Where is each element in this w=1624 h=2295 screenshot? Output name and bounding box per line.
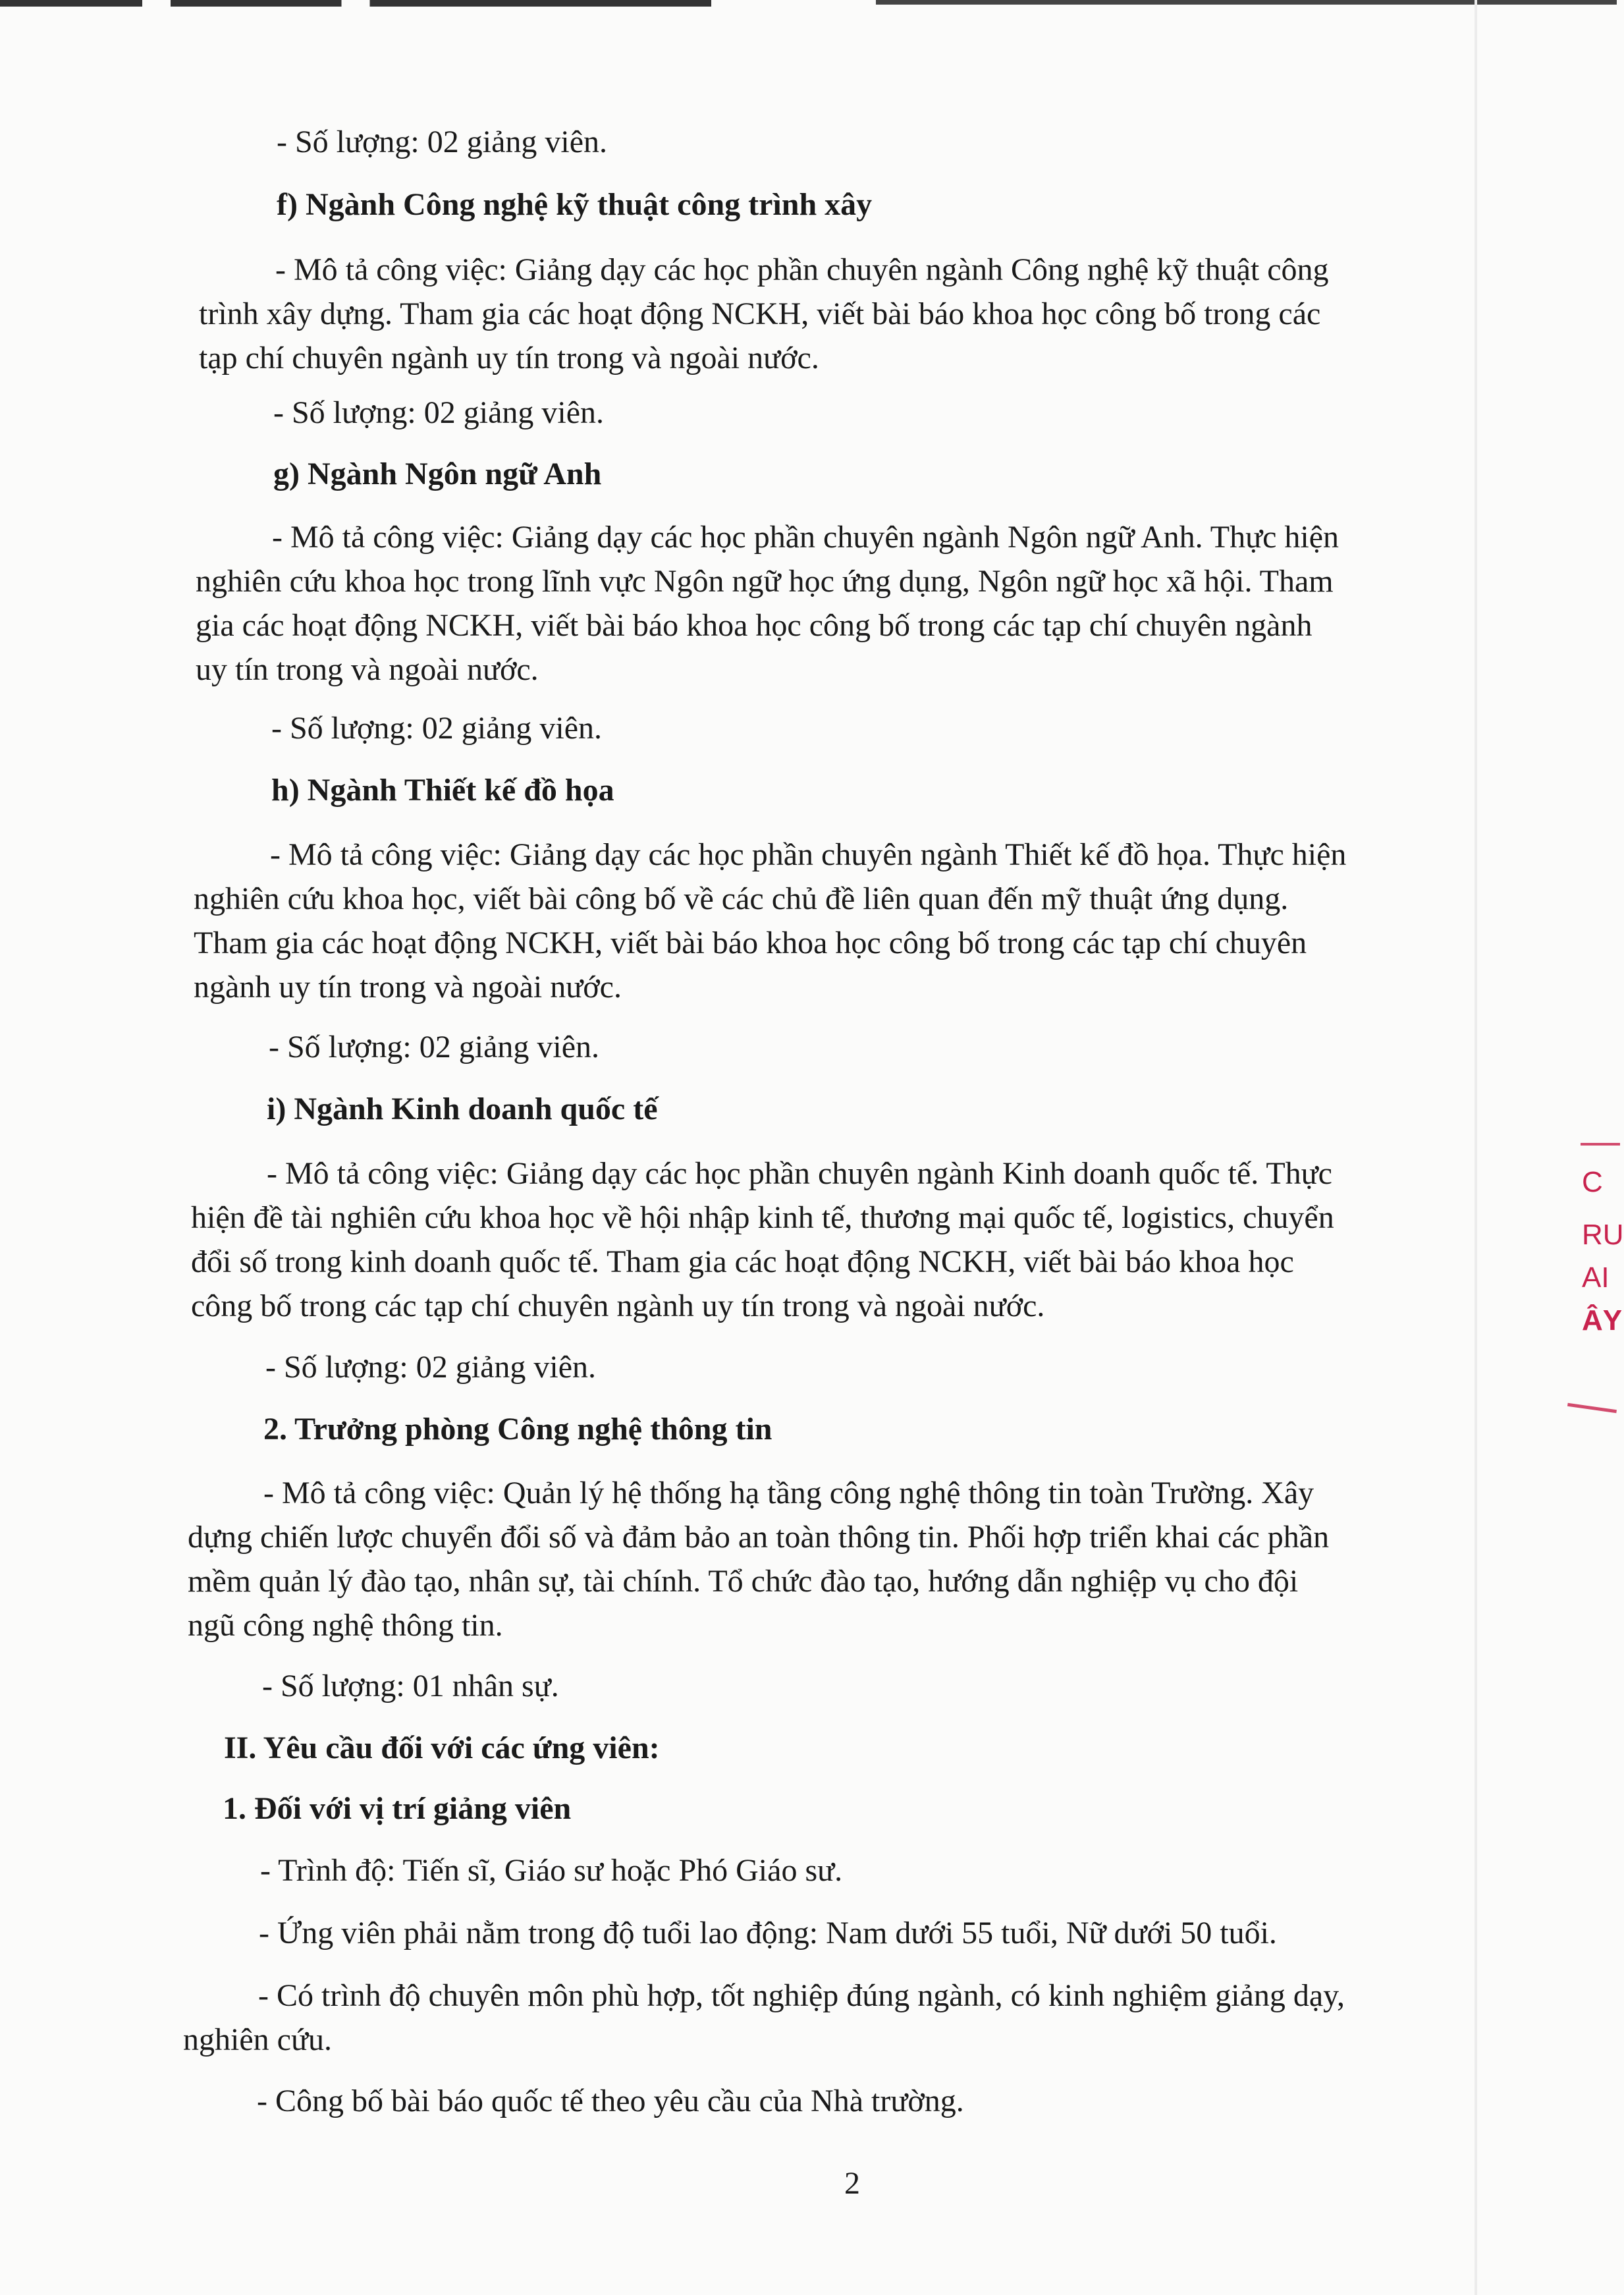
text-line: - Số lượng: 02 giảng viên. [269, 1030, 600, 1065]
text-line: - Có trình độ chuyên môn phù hợp, tốt nghiệp đúng ngành, có kinh nghiệm giảng dạy, [258, 1978, 1345, 2013]
text-line: - Trình độ: Tiến sĩ, Giáo sư hoặc Phó Giáo sư. [260, 1853, 843, 1888]
section-heading: i) Ngành Kinh doanh quốc tế [267, 1092, 658, 1126]
scan-edge-shadow [1475, 0, 1477, 2295]
page-number: 2 [844, 2166, 860, 2201]
text-line: - Số lượng: 01 nhân sự. [262, 1669, 559, 1703]
text-line: nghiên cứu. [183, 2022, 332, 2057]
red-stamp-fragment [1567, 1143, 1624, 1426]
section-heading: 2. Trưởng phòng Công nghệ thông tin [263, 1412, 772, 1447]
text-line: - Số lượng: 02 giảng viên. [265, 1350, 597, 1385]
text-line: - Mô tả công việc: Giảng dạy các học phần chuyên ngành Ngôn ngữ Anh. Thực hiện [272, 520, 1340, 555]
text-line: hiện đề tài nghiên cứu khoa học về hội nhập kinh tế, thương mại quốc tế, logistics, chuyển [191, 1200, 1334, 1235]
text-line: tạp chí chuyên ngành uy tín trong và ngoài nước. [199, 341, 819, 375]
stamp-edge-bottom [1567, 1403, 1617, 1413]
text-line: nghiên cứu khoa học, viết bài công bố về các chủ đề liên quan đến mỹ thuật ứng dụng. [194, 881, 1289, 916]
section-heading: g) Ngành Ngôn ngữ Anh [273, 456, 602, 491]
stamp-text: RU [1582, 1219, 1624, 1251]
stamp-text: C [1582, 1166, 1603, 1198]
text-line: - Ứng viên phải nằm trong độ tuổi lao động: Nam dưới 55 tuổi, Nữ dưới 50 tuổi. [259, 1916, 1277, 1950]
stamp-edge-top [1581, 1143, 1620, 1146]
scan-top-border-left [0, 0, 711, 7]
text-line: - Mô tả công việc: Giảng dạy các học phần chuyên ngành Kinh doanh quốc tế. Thực [267, 1156, 1332, 1191]
text-line: Tham gia các hoạt động NCKH, viết bài báo khoa học công bố trong các tạp chí chuyên [194, 926, 1307, 960]
section-heading: f) Ngành Công nghệ kỹ thuật công trình xây [277, 187, 873, 222]
text-line: ngũ công nghệ thông tin. [188, 1608, 503, 1643]
text-line: trình xây dựng. Tham gia các hoạt động NCKH, viết bài báo khoa học công bố trong các [199, 296, 1321, 331]
text-line: - Mô tả công việc: Giảng dạy các học phần chuyên ngành Thiết kế đồ họa. Thực hiện [270, 837, 1347, 872]
section-heading: II. Yêu cầu đối với các ứng viên: [224, 1730, 660, 1765]
text-line: - Số lượng: 02 giảng viên. [273, 395, 605, 430]
text-line: - Mô tả công việc: Quản lý hệ thống hạ tầng công nghệ thông tin toàn Trường. Xây [263, 1476, 1314, 1510]
section-heading: 1. Đối với vị trí giảng viên [223, 1791, 572, 1826]
text-line: - Mô tả công việc: Giảng dạy các học phần chuyên ngành Công nghệ kỹ thuật công [275, 252, 1329, 287]
text-line: công bố trong các tạp chí chuyên ngành uy tín trong và ngoài nước. [191, 1288, 1045, 1323]
text-line: nghiên cứu khoa học trong lĩnh vực Ngôn ngữ học ứng dụng, Ngôn ngữ học xã hội. Tham [196, 564, 1334, 599]
text-line: gia các hoạt động NCKH, viết bài báo khoa học công bố trong các tạp chí chuyên ngành [196, 608, 1313, 643]
scan-top-border-right [876, 0, 1617, 5]
section-heading: h) Ngành Thiết kế đồ họa [271, 773, 614, 808]
text-line: dựng chiến lược chuyển đổi số và đảm bảo an toàn thông tin. Phối hợp triển khai các phần [188, 1520, 1330, 1555]
text-line: - Công bố bài báo quốc tế theo yêu cầu của Nhà trường. [257, 2084, 964, 2118]
stamp-text: ÂY [1582, 1304, 1623, 1337]
text-line: - Số lượng: 02 giảng viên. [277, 124, 608, 159]
text-line: uy tín trong và ngoài nước. [196, 652, 539, 687]
text-line: - Số lượng: 02 giảng viên. [271, 711, 603, 746]
text-line: đổi số trong kinh doanh quốc tế. Tham gia các hoạt động NCKH, viết bài báo khoa học [191, 1244, 1294, 1279]
text-line: mềm quản lý đào tạo, nhân sự, tài chính. Tổ chức đào tạo, hướng dẫn nghiệp vụ cho đội [188, 1564, 1299, 1599]
stamp-text: AI [1582, 1261, 1610, 1294]
text-line: ngành uy tín trong và ngoài nước. [194, 970, 622, 1005]
